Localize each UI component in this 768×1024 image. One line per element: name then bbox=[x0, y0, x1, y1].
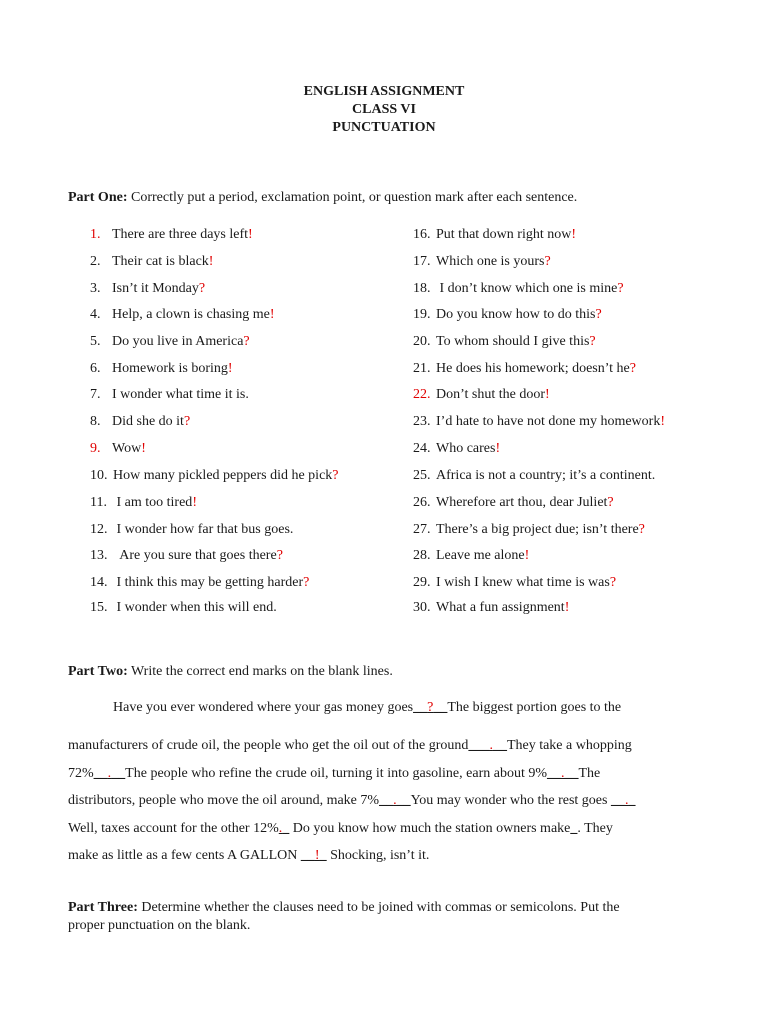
sentence-text: There are three days left bbox=[112, 227, 249, 242]
sentence-item bbox=[413, 521, 645, 539]
paragraph-text: The bbox=[578, 766, 601, 781]
paragraph-text: make as little as a few cents A GALLON bbox=[68, 848, 301, 863]
sentence-text: I’d hate to have not done my homework bbox=[436, 414, 661, 429]
part-three-instruction-cont: proper punctuation on the blank. bbox=[68, 918, 251, 933]
sentence-item bbox=[413, 467, 655, 485]
part-one-label: Part One: bbox=[68, 190, 128, 205]
item-number: 12. bbox=[90, 522, 108, 537]
sentence-text: I wonder how far that bus goes bbox=[113, 522, 290, 537]
blank-line: __ bbox=[564, 766, 579, 781]
sentence-text: Who cares bbox=[436, 441, 496, 456]
sentence-item bbox=[90, 599, 277, 617]
blank-line: __ bbox=[300, 848, 315, 863]
paragraph-text: The people who refine the crude oil, turning it into gasoline, earn about 9% bbox=[125, 766, 547, 781]
part-three-heading bbox=[68, 899, 708, 917]
end-mark-answer: ? bbox=[607, 495, 614, 510]
sentence-text: Africa is not a country; it’s a continent bbox=[436, 468, 652, 483]
item-number: 29. bbox=[413, 575, 431, 590]
end-mark-answer: ? bbox=[276, 548, 283, 563]
paragraph-line bbox=[68, 792, 708, 810]
blank-line: ___ bbox=[468, 738, 490, 753]
sentence-item bbox=[413, 574, 616, 592]
blank-line: __ bbox=[413, 700, 428, 715]
item-number: 8. bbox=[90, 414, 101, 429]
item-number: 4. bbox=[90, 307, 101, 322]
blank-answer: . bbox=[561, 766, 565, 781]
item-number: 18. bbox=[413, 281, 431, 296]
paragraph-line bbox=[68, 847, 708, 865]
part-one-instruction: Correctly put a period, exclamation point, or question mark after each sentence. bbox=[127, 190, 578, 205]
sentence-item bbox=[413, 226, 576, 244]
end-mark-answer: ? bbox=[544, 254, 551, 269]
item-number: 3. bbox=[90, 281, 101, 296]
item-number: 19. bbox=[413, 307, 431, 322]
blank-line: __ bbox=[379, 793, 394, 808]
sentence-item bbox=[90, 574, 309, 592]
sentence-item bbox=[413, 494, 614, 512]
end-mark-answer: ! bbox=[208, 254, 214, 269]
item-number: 5. bbox=[90, 334, 101, 349]
end-mark-answer: ! bbox=[192, 495, 197, 510]
blank-answer: . bbox=[489, 738, 493, 753]
sentence-item bbox=[413, 547, 529, 565]
sentence-text: Wherefore art thou, dear Juliet bbox=[436, 495, 608, 510]
sentence-text: I wonder when this will end bbox=[113, 600, 274, 615]
end-mark-answer: ! bbox=[660, 414, 665, 429]
sentence-text: I think this may be getting harder bbox=[113, 575, 304, 590]
item-number: 14. bbox=[90, 575, 108, 590]
end-mark-answer: ! bbox=[564, 600, 570, 615]
blank-line: __ bbox=[396, 793, 411, 808]
item-number: 16. bbox=[413, 227, 431, 242]
part-three-label: Part Three: bbox=[68, 900, 138, 915]
end-mark-answer: . bbox=[273, 600, 277, 615]
sentence-item bbox=[413, 386, 550, 404]
part-two-heading bbox=[68, 663, 708, 681]
item-number: 20. bbox=[413, 334, 431, 349]
end-mark-answer: ! bbox=[545, 387, 550, 402]
sentence-text: I am too tired bbox=[113, 495, 193, 510]
paragraph-line bbox=[68, 765, 708, 783]
blank-line: _ bbox=[319, 848, 327, 863]
blank-answer: . bbox=[624, 793, 629, 808]
sentence-text: What a fun assignment bbox=[436, 600, 565, 615]
sentence-text: I don’t know which one is mine bbox=[436, 281, 618, 296]
sentence-item bbox=[90, 253, 213, 271]
blank-answer: . bbox=[278, 821, 283, 836]
end-mark-answer: ? bbox=[243, 334, 250, 349]
item-number: 22. bbox=[413, 387, 431, 402]
sentence-item bbox=[413, 440, 500, 458]
item-number: 21. bbox=[413, 361, 431, 376]
sentence-item bbox=[413, 413, 665, 431]
blank-line: _ bbox=[282, 821, 290, 836]
end-mark-answer: ! bbox=[495, 441, 501, 456]
sentence-text: Wow bbox=[112, 441, 142, 456]
blank-answer: . bbox=[393, 793, 397, 808]
end-mark-answer: ? bbox=[303, 575, 310, 590]
end-mark-answer: ? bbox=[609, 575, 617, 590]
end-mark-answer: ! bbox=[524, 548, 530, 563]
sentence-text: Help, a clown is chasing me bbox=[112, 307, 270, 322]
item-number: 7. bbox=[90, 387, 101, 402]
sentence-item bbox=[90, 360, 233, 378]
item-number: 23. bbox=[413, 414, 431, 429]
blank-line: __ bbox=[492, 738, 507, 753]
paragraph-text: Have you ever wondered where your gas money goes bbox=[113, 700, 414, 715]
blank-line: _ bbox=[570, 821, 578, 836]
paragraph-text: They take a whopping bbox=[506, 738, 632, 753]
paragraph-text: Well, taxes account for the other 12% bbox=[68, 821, 279, 836]
sentence-text: He does his homework; doesn’t he bbox=[436, 361, 630, 376]
sentence-text: Are you sure that goes there bbox=[113, 548, 277, 563]
end-mark-answer: ? bbox=[198, 281, 206, 296]
blank-line: __ bbox=[111, 766, 126, 781]
paragraph-text: distributors, people who move the oil around, make 7% bbox=[68, 793, 380, 808]
sentence-item bbox=[90, 413, 190, 431]
item-number: 25. bbox=[413, 468, 431, 483]
sentence-text: Leave me alone bbox=[436, 548, 525, 563]
sentence-text: Put that down right now bbox=[436, 227, 572, 242]
sentence-item bbox=[413, 599, 569, 617]
blank-answer: . bbox=[107, 766, 112, 781]
end-mark-answer: ? bbox=[332, 468, 339, 483]
sentence-text: I wonder what time it is bbox=[112, 387, 246, 402]
sentence-item bbox=[90, 226, 253, 244]
class-label: CLASS VI bbox=[352, 102, 416, 117]
item-number: 13. bbox=[90, 548, 108, 563]
sentence-text: Did she do it bbox=[112, 414, 184, 429]
sentence-item bbox=[90, 333, 250, 351]
paragraph-text: 72% bbox=[68, 766, 94, 781]
sentence-item bbox=[90, 386, 249, 404]
end-mark-answer: ! bbox=[571, 227, 577, 242]
end-mark-answer: ? bbox=[589, 334, 596, 349]
sentence-item bbox=[90, 440, 146, 458]
end-mark-answer: . bbox=[651, 468, 656, 483]
item-number: 26. bbox=[413, 495, 431, 510]
end-mark-answer: ? bbox=[638, 522, 645, 537]
blank-line: _ bbox=[628, 793, 636, 808]
blank-answer: ? bbox=[427, 700, 434, 715]
sentence-text: How many pickled peppers did he pick bbox=[113, 468, 333, 483]
end-mark-answer: ? bbox=[595, 307, 602, 322]
document-title: ENGLISH ASSIGNMENT bbox=[303, 84, 465, 99]
sentence-text: Don’t shut the door bbox=[436, 387, 546, 402]
sentence-item bbox=[90, 280, 205, 298]
sentence-item bbox=[90, 521, 293, 539]
sentence-item bbox=[413, 360, 636, 378]
sentence-text: Do you live in America bbox=[112, 334, 244, 349]
item-number: 1. bbox=[90, 227, 101, 242]
paragraph-line bbox=[68, 820, 708, 838]
end-mark-answer: . bbox=[289, 522, 294, 537]
part-two-label: Part Two: bbox=[68, 664, 128, 679]
sentence-item bbox=[413, 280, 624, 298]
item-number: 30. bbox=[413, 600, 431, 615]
item-number: 10. bbox=[90, 468, 108, 483]
paragraph-line bbox=[68, 737, 708, 755]
end-mark-answer: ? bbox=[183, 414, 191, 429]
paragraph-text: Do you know how much the station owners make bbox=[289, 821, 571, 836]
item-number: 17. bbox=[413, 254, 431, 269]
end-mark-answer: . bbox=[245, 387, 249, 402]
sentence-item bbox=[90, 494, 197, 512]
sentence-text: I wish I knew what time is was bbox=[436, 575, 610, 590]
item-number: 24. bbox=[413, 441, 431, 456]
blank-line: __ bbox=[547, 766, 561, 781]
blank-line: __ bbox=[433, 700, 448, 715]
paragraph-line bbox=[113, 699, 753, 717]
paragraph-text: You may wonder who the rest goes bbox=[410, 793, 611, 808]
sentence-text: Do you know how to do this bbox=[436, 307, 596, 322]
end-mark-answer: ! bbox=[269, 307, 275, 322]
sentence-item bbox=[90, 306, 275, 324]
blank-answer: ! bbox=[314, 848, 320, 863]
sentence-item bbox=[90, 467, 339, 485]
part-three-instruction: Determine whether the clauses need to be joined with commas or semicolons. Put the bbox=[137, 900, 620, 915]
sentence-text: Homework is boring bbox=[112, 361, 228, 376]
item-number: 6. bbox=[90, 361, 101, 376]
sentence-text: To whom should I give this bbox=[436, 334, 590, 349]
blank-line: __ bbox=[93, 766, 108, 781]
item-number: 15. bbox=[90, 600, 108, 615]
part-one-heading bbox=[68, 189, 708, 207]
topic-label: PUNCTUATION bbox=[332, 120, 436, 135]
item-number: 9. bbox=[90, 441, 101, 456]
document-header bbox=[0, 83, 768, 137]
paragraph-text: Shocking, isn’t it. bbox=[326, 848, 430, 863]
part-two-instruction: Write the correct end marks on the blank lines. bbox=[127, 664, 393, 679]
sentence-text: There’s a big project due; isn’t there bbox=[436, 522, 639, 537]
sentence-item bbox=[413, 306, 602, 324]
sentence-text: Which one is yours bbox=[436, 254, 545, 269]
blank-line: __ bbox=[610, 793, 625, 808]
item-number: 2. bbox=[90, 254, 101, 269]
end-mark-answer: ! bbox=[248, 227, 253, 242]
sentence-item bbox=[413, 253, 551, 271]
sentence-item bbox=[413, 333, 596, 351]
end-mark-answer: ! bbox=[227, 361, 233, 376]
item-number: 11. bbox=[90, 495, 107, 510]
paragraph-text: . They bbox=[577, 821, 613, 836]
sentence-text: Isn’t it Monday bbox=[112, 281, 199, 296]
end-mark-answer: ! bbox=[141, 441, 146, 456]
paragraph-text: manufacturers of crude oil, the people who get the oil out of the ground bbox=[68, 738, 469, 753]
sentence-item bbox=[90, 547, 283, 565]
sentence-text: Their cat is black bbox=[112, 254, 209, 269]
item-number: 27. bbox=[413, 522, 431, 537]
end-mark-answer: ? bbox=[617, 281, 624, 296]
paragraph-text: The biggest portion goes to the bbox=[447, 700, 622, 715]
item-number: 28. bbox=[413, 548, 431, 563]
end-mark-answer: ? bbox=[629, 361, 636, 376]
